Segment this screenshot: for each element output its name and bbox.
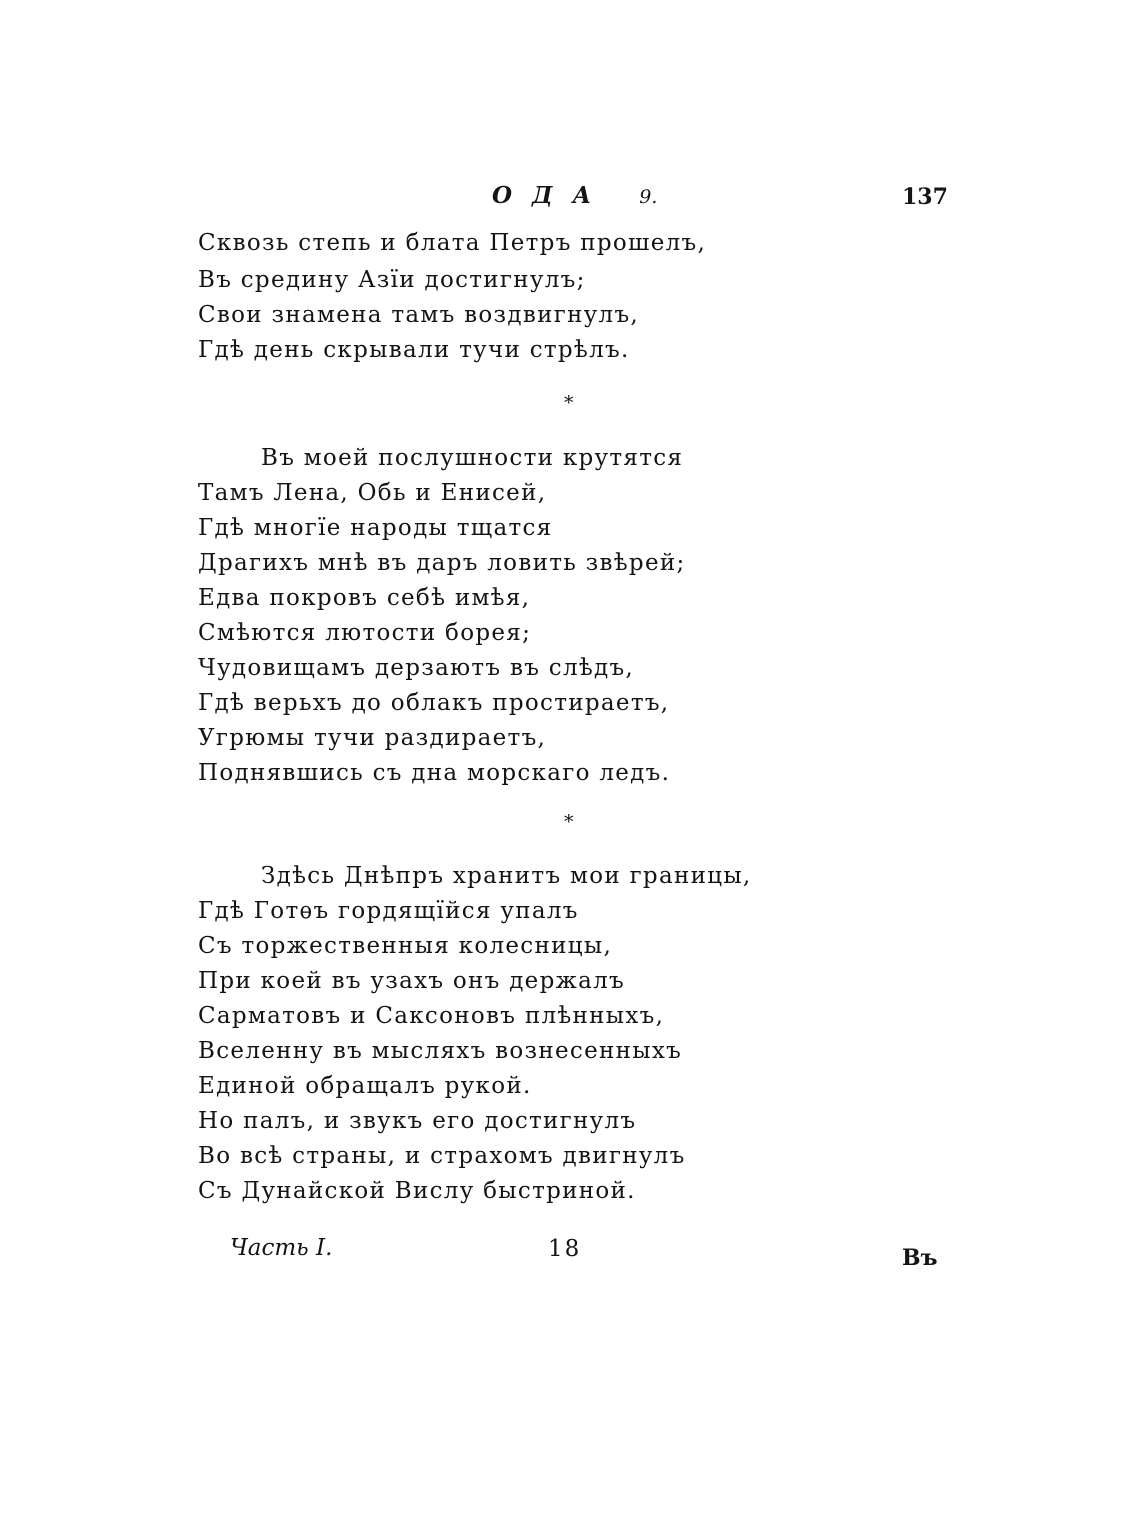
stanza-3-line-6: Вселенну въ мысляхъ вознесенныхъ: [198, 1038, 683, 1064]
stanza-2-line-5: Едва покровъ себѣ имѣя,: [198, 585, 531, 611]
stanza-separator: *: [564, 811, 574, 833]
stanza-3-line-8: Но палъ, и звукъ его достигнулъ: [198, 1108, 637, 1134]
stanza-3-line-3: Съ торжественныя колесницы,: [198, 933, 613, 959]
stanza-3-line-1: Здѣсь Днѣпръ хранитъ мои границы,: [261, 863, 752, 889]
stanza-2-line-6: Смѣются лютости борея;: [198, 620, 532, 646]
stanza-3-line-2: Гдѣ Готѳъ гордящїйся упалъ: [198, 898, 579, 924]
stanza-2-line-2: Тамъ Лена, Обь и Енисей,: [198, 480, 547, 506]
stanza-2-line-3: Гдѣ многїе народы тщатся: [198, 515, 553, 541]
signature-mark: 18: [548, 1236, 582, 1262]
catchword: Въ: [902, 1245, 938, 1271]
stanza-3-line-7: Единой обращалъ рукой.: [198, 1073, 532, 1099]
stanza-3-line-10: Съ Дунайской Вислу быстриной.: [198, 1178, 636, 1204]
stanza-2-line-4: Драгихъ мнѣ въ даръ ловить звѣрей;: [198, 550, 686, 576]
stanza-2-line-8: Гдѣ верьхъ до облакъ простираетъ,: [198, 690, 670, 716]
stanza-2-line-7: Чудовищамъ дерзаютъ въ слѣдъ,: [198, 655, 635, 681]
stanza-1-line-3: Свои знамена тамъ воздвигнулъ,: [198, 302, 639, 328]
stanza-separator: *: [564, 392, 574, 414]
stanza-1-line-1: Сквозь степь и блата Петръ прошелъ,: [198, 230, 707, 256]
stanza-3-line-9: Во всѣ страны, и страхомъ двигнулъ: [198, 1143, 686, 1169]
stanza-1-line-2: Въ средину Азїи достигнулъ;: [198, 267, 586, 293]
stanza-2-line-1: Въ моей послушности крутятся: [261, 445, 684, 471]
ode-title-text: ОДА: [492, 182, 612, 209]
ode-title: [492, 182, 657, 209]
page-number: 137: [902, 184, 948, 210]
stanza-2-line-10: Поднявшись съ дна морскаго ледъ.: [198, 760, 671, 786]
part-label: Часть I.: [230, 1235, 333, 1261]
stanza-3-line-4: При коей въ узахъ онъ держалъ: [198, 968, 625, 994]
ode-number: 9.: [639, 186, 658, 208]
stanza-1-line-4: Гдѣ день скрывали тучи стрѣлъ.: [198, 337, 630, 363]
stanza-3-line-5: Сарматовъ и Саксоновъ плѣнныхъ,: [198, 1003, 665, 1029]
stanza-2-line-9: Угрюмы тучи раздираетъ,: [198, 725, 547, 751]
